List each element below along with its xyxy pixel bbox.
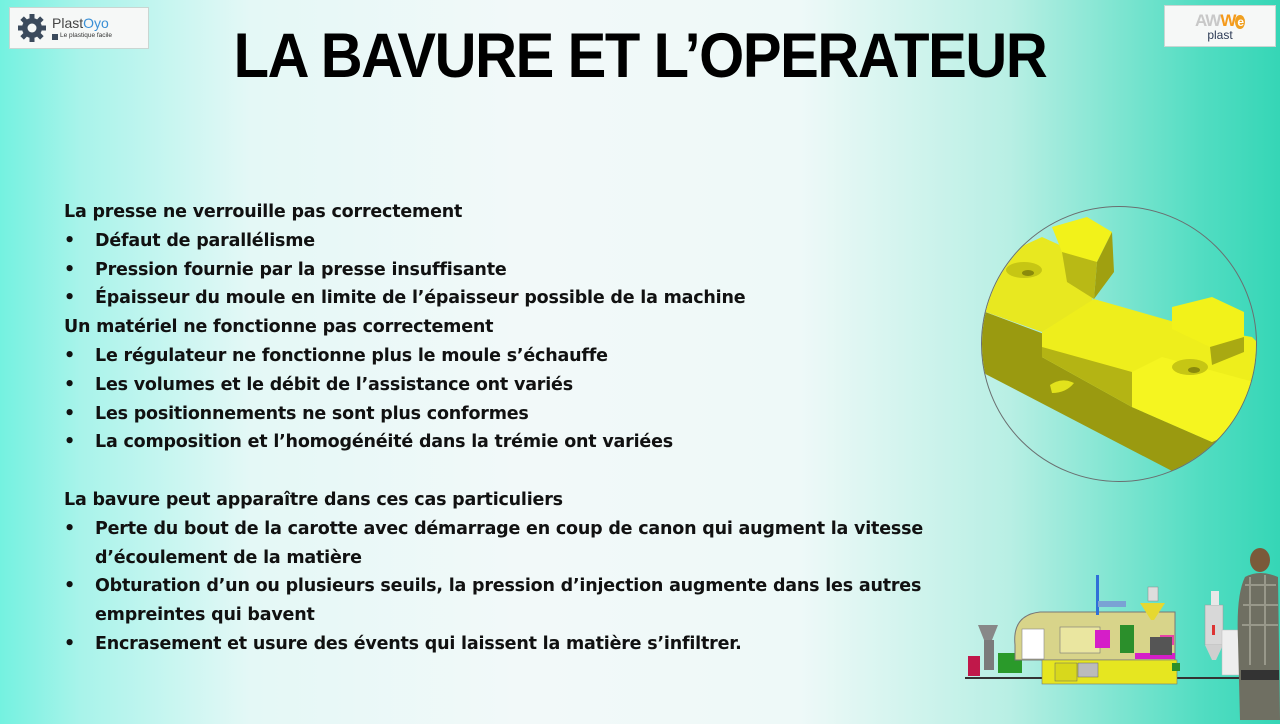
bullet-icon: • bbox=[64, 374, 75, 395]
section-heading: La bavure peut apparaître dans ces cas particuliers bbox=[64, 489, 563, 510]
logo-brand: PlastOyo bbox=[52, 15, 109, 32]
section-press-locking bbox=[64, 198, 944, 313]
list-item: • La composition et l’homogénéité dans la trémie ont variées bbox=[64, 428, 944, 457]
list-item: • Perte du bout de la carotte avec démarrage en coup de canon qui augment la vitesse d’écoulement de la matière bbox=[64, 515, 944, 573]
section-heading: La presse ne verrouille pas correctement bbox=[64, 202, 463, 222]
injection-machine-illustration bbox=[960, 545, 1280, 720]
mold-part-illustration bbox=[981, 206, 1257, 482]
bullet-icon: • bbox=[64, 288, 75, 309]
list-item: • Pression fournie par la presse insuffisante bbox=[64, 256, 944, 285]
bullet-icon: • bbox=[64, 345, 75, 366]
logo-mark: AWW e bbox=[1194, 10, 1244, 30]
list-item: • Les volumes et le débit de l’assistance ont variés bbox=[64, 371, 944, 400]
list-item: • Épaisseur du moule en limite de l’épaisseur possible de la machine bbox=[64, 284, 944, 313]
bullet-icon: • bbox=[64, 259, 75, 280]
logo-tagline: Le plastique facile bbox=[52, 33, 112, 40]
section-special-cases bbox=[64, 486, 944, 659]
slide-body bbox=[64, 198, 944, 659]
section-equipment-failure bbox=[64, 313, 944, 457]
bullet-icon: • bbox=[64, 633, 75, 654]
list-item: • Obturation d’un ou plusieurs seuils, la pression d’injection augmente dans les autres empreintes qui bavent bbox=[64, 572, 944, 630]
bullet-icon: • bbox=[64, 518, 75, 539]
logo-wordmark: plast bbox=[1207, 27, 1233, 42]
gear-icon bbox=[16, 12, 48, 44]
injection-machine-image bbox=[960, 545, 1280, 720]
list-item: • Le régulateur ne fonctionne plus le moule s’échauffe bbox=[64, 342, 944, 371]
bullet-icon: • bbox=[64, 432, 75, 453]
section-heading: Un matériel ne fonctionne pas correctement bbox=[64, 317, 494, 338]
list-item: • Les positionnements ne sont plus conformes bbox=[64, 400, 944, 429]
mold-part-image bbox=[982, 207, 1257, 482]
slide-title: LA BAVURE ET L’OPERATEUR bbox=[233, 21, 1047, 91]
list-item: • Encrasement et usure des évents qui laissent la matière s’infiltrer. bbox=[64, 630, 944, 659]
bullet-icon: • bbox=[64, 403, 75, 424]
bullet-icon: • bbox=[64, 230, 75, 251]
bullet-icon: • bbox=[64, 576, 75, 597]
list-item: • Défaut de parallélisme bbox=[64, 227, 944, 256]
spacer bbox=[64, 457, 944, 486]
